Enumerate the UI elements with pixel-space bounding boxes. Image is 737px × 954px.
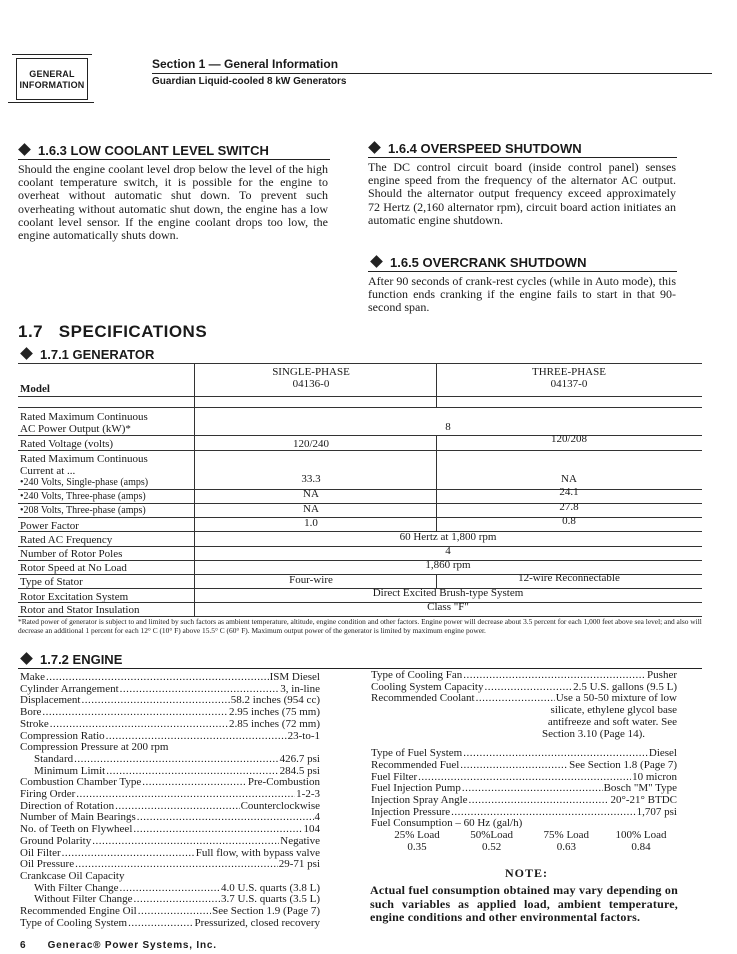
spec-row: Without Filter Change ..... 3.7 U.S. quarts (3.5 L) bbox=[20, 894, 320, 906]
load-50: 50%Load bbox=[470, 829, 514, 842]
spec-row: Standard ..... 426.7 psi bbox=[20, 754, 320, 766]
spec-row-continued: silicate, ethylene glycol base bbox=[550, 704, 677, 717]
spec-row: Cooling System Capacity ..... 2.5 U.S. gallons (9.5 L) bbox=[371, 682, 677, 694]
insulation-value: Class "F" bbox=[427, 601, 469, 613]
engine-specs-right bbox=[371, 670, 677, 854]
table-rule bbox=[18, 450, 702, 451]
spec-row: Type of Cooling System ..... Pressurized, closed recovery bbox=[20, 918, 320, 930]
tab-bottom-rule bbox=[8, 102, 94, 103]
freq-value: 60 Hertz at 1,800 rpm bbox=[399, 531, 497, 543]
overspeed-body: The DC control circuit board (inside control panel) senses engine speed from the frequency of the alternator AC output. Should the alternator output frequency exceed approximately 72 Hertz (2,160 alternator rpm), circuit board action initiates an automatic engine shutdown. bbox=[368, 160, 676, 227]
spec-row: No. of Teeth on Flywheel ..... 104 bbox=[20, 824, 320, 836]
spec-row: Bore ..... 2.95 inches (75 mm) bbox=[20, 707, 320, 719]
load-25: 25% Load bbox=[394, 829, 440, 842]
model-single: 04136-0 bbox=[292, 378, 330, 390]
engine-heading: 1.7.2 ENGINE bbox=[22, 652, 122, 667]
poles-label: Number of Rotor Poles bbox=[20, 548, 123, 560]
row-240-three-three: 24.1 bbox=[559, 486, 579, 498]
fuel-consumption-values bbox=[371, 842, 677, 854]
rated-max-value: 8 bbox=[445, 421, 451, 433]
speed-label: Rotor Speed at No Load bbox=[20, 562, 127, 574]
tab-top-rule bbox=[12, 54, 92, 55]
spec-row: Recommended Coolant ..... Use a 50-50 mixture of low bbox=[371, 693, 677, 705]
specifications-heading: 1.7 SPECIFICATIONS bbox=[18, 322, 208, 341]
generator-heading: 1.7.1 GENERATOR bbox=[22, 347, 154, 362]
row-240-three-label: •240 Volts, Three-phase (amps) bbox=[20, 491, 146, 502]
spec-row: Direction of Rotation ..... Counterclockwise bbox=[20, 801, 320, 813]
row-240-single-label: •240 Volts, Single-phase (amps) bbox=[20, 477, 149, 488]
spec-row: Minimum Limit ..... 284.5 psi bbox=[20, 766, 320, 778]
speed-value: 1,860 rpm bbox=[425, 559, 471, 571]
voltage-single: 120/240 bbox=[292, 438, 330, 450]
current-label: Current at ... bbox=[20, 465, 76, 477]
value-100: 0.84 bbox=[631, 840, 651, 853]
spec-row: Fuel Injection Pump ..... Bosch "M" Type bbox=[371, 783, 677, 795]
diamond-bullet-icon bbox=[20, 652, 33, 665]
stator-single: Four-wire bbox=[289, 574, 333, 586]
diamond-bullet-icon bbox=[18, 143, 31, 156]
heading-rule bbox=[368, 157, 677, 158]
table-rule bbox=[18, 363, 702, 364]
row-208-single: NA bbox=[303, 503, 319, 515]
pf-single: 1.0 bbox=[304, 517, 318, 529]
excitation-label: Rotor Excitation System bbox=[20, 591, 129, 603]
overspeed-heading: 1.6.4 OVERSPEED SHUTDOWN bbox=[370, 141, 582, 156]
overcrank-body: After 90 seconds of crank-rest cycles (while in Auto mode), this function ends cranking if the engine fails to start in that 90-second span. bbox=[368, 274, 676, 315]
spec-row: Injection Spray Angle ..... 20°-21° BTDC bbox=[371, 795, 677, 807]
company-name: Generac® Power Systems, Inc. bbox=[47, 940, 217, 951]
section-subtitle: Guardian Liquid-cooled 8 kW Generators bbox=[152, 76, 347, 87]
spec-row: Ground Polarity ..... Negative bbox=[20, 836, 320, 848]
spec-row: Firing Order ..... 1-2-3 bbox=[20, 789, 320, 801]
table-col-divider bbox=[436, 363, 437, 407]
spec-row-continued: antifreeze and soft water. See bbox=[547, 715, 677, 728]
row-240-single-three: NA bbox=[561, 473, 577, 485]
spec-row: Stroke ..... 2.85 inches (72 mm) bbox=[20, 719, 320, 731]
pf-label: Power Factor bbox=[20, 520, 79, 532]
diamond-bullet-icon bbox=[20, 347, 33, 360]
engine-specs-left bbox=[20, 672, 320, 929]
fuel-consumption-title: Fuel Consumption – 60 Hz (gal/h) bbox=[371, 817, 523, 830]
row-240-single-single: 33.3 bbox=[301, 473, 321, 485]
overcrank-heading: 1.6.5 OVERCRANK SHUTDOWN bbox=[372, 255, 586, 270]
stator-label: Type of Stator bbox=[20, 576, 83, 588]
spec-row: Crankcase Oil Capacity bbox=[20, 869, 125, 882]
spec-row: Make ..... ISM Diesel bbox=[20, 672, 320, 684]
section-title: Section 1 — General Information bbox=[152, 57, 339, 71]
voltage-label: Rated Voltage (volts) bbox=[20, 438, 114, 450]
row-208-label: •208 Volts, Three-phase (amps) bbox=[20, 505, 146, 516]
note-title: NOTE: bbox=[505, 866, 549, 880]
row-240-three-single: NA bbox=[303, 488, 319, 500]
section-title-rule bbox=[152, 73, 712, 74]
current-label: Rated Maximum Continuous bbox=[20, 453, 148, 465]
page-footer bbox=[20, 940, 217, 951]
spec-row-continued: Section 3.10 (Page 14). bbox=[542, 727, 645, 740]
rated-max-label: Rated Maximum Continuous bbox=[20, 411, 148, 423]
page-number: 6 bbox=[20, 940, 27, 951]
table-rule bbox=[18, 396, 702, 397]
spec-row: Compression Pressure at 200 rpm bbox=[20, 741, 169, 754]
value-50: 0.52 bbox=[482, 840, 502, 853]
spec-row: Oil Filter ..... Full flow, with bypass valve bbox=[20, 848, 320, 860]
table-col-divider bbox=[436, 435, 437, 531]
value-75: 0.63 bbox=[556, 840, 576, 853]
spec-row: Cylinder Arrangement ..... 3, in-line bbox=[20, 684, 320, 696]
poles-value: 4 bbox=[445, 545, 451, 557]
spec-row: Combustion Chamber Type ..... Pre-Combustion bbox=[20, 777, 320, 789]
spec-row: Fuel Filter ..... 10 micron bbox=[371, 772, 677, 784]
generator-footnote: *Rated power of generator is subject to and limited by such factors as ambient temperature, altitude, engine condition and other factors. Engine power will decrease about 3.5 percent for each 1,000 feet above sea level; and also will decrease an additional 1 percent for each 12° C (10° F) above 15.5° C (60° F). Maximum output power of the generator is limited by maximum engine power. bbox=[18, 617, 702, 635]
model-label: Model bbox=[20, 383, 50, 395]
heading-rule bbox=[18, 159, 330, 160]
spec-row: Number of Main Bearings ..... 4 bbox=[20, 812, 320, 824]
load-100: 100% Load bbox=[615, 829, 667, 842]
table-col-divider bbox=[194, 363, 195, 616]
rated-max-label: AC Power Output (kW)* bbox=[20, 423, 131, 435]
col-single-phase: SINGLE-PHASE bbox=[272, 366, 350, 378]
insulation-label: Rotor and Stator Insulation bbox=[20, 604, 140, 616]
generator-spec-table bbox=[18, 363, 702, 617]
spec-row: Type of Fuel System ..... Diesel bbox=[371, 748, 677, 760]
table-col-divider bbox=[436, 574, 437, 588]
low-coolant-heading: 1.6.3 LOW COOLANT LEVEL SWITCH bbox=[20, 143, 269, 158]
load-75: 75% Load bbox=[543, 829, 590, 842]
diamond-bullet-icon bbox=[370, 255, 383, 268]
row-208-three: 27.8 bbox=[559, 501, 579, 513]
spec-row: Injection Pressure ..... 1,707 psi bbox=[371, 807, 677, 819]
table-rule bbox=[18, 407, 702, 408]
spec-row: With Filter Change ..... 4.0 U.S. quarts (3.8 L) bbox=[20, 883, 320, 895]
section-tab-label: GENERAL INFORMATION bbox=[19, 69, 85, 90]
col-three-phase: THREE-PHASE bbox=[532, 366, 606, 378]
heading-rule bbox=[368, 271, 677, 272]
freq-label: Rated AC Frequency bbox=[20, 534, 113, 546]
note-body: Actual fuel consumption obtained may vary depending on such variables as applied load, ambient temperature, engine conditions and other environmental factors. bbox=[370, 883, 678, 924]
low-coolant-body: Should the engine coolant level drop below the level of the high coolant temperature switch, it is possible for the engine to overheat without automatic shut down. To prevent such overheating without automatic shut down, the engine has a low coolant level sensor. If the engine coolant drops too low, the engine automatically shuts down. bbox=[18, 162, 328, 243]
stator-three: 12-wire Reconnectable bbox=[518, 572, 620, 584]
spec-row: Type of Cooling Fan ..... Pusher bbox=[371, 670, 677, 682]
voltage-three: 120/208 bbox=[550, 433, 588, 445]
pf-three: 0.8 bbox=[562, 515, 576, 527]
spec-row: Displacement ..... 58.2 inches (954 cc) bbox=[20, 695, 320, 707]
spec-row: Oil Pressure ..... 29-71 psi bbox=[20, 859, 320, 871]
spec-row: Compression Ratio ..... 23-to-1 bbox=[20, 731, 320, 743]
heading-rule bbox=[18, 668, 702, 669]
spec-row: Recommended Fuel ..... See Section 1.8 (Page 7) bbox=[371, 760, 677, 772]
section-tab bbox=[16, 58, 88, 100]
model-three: 04137-0 bbox=[550, 378, 588, 390]
spec-row: Recommended Engine Oil ..... See Section 1.9 (Page 7) bbox=[20, 906, 320, 918]
value-25: 0.35 bbox=[407, 840, 427, 853]
excitation-value: Direct Excited Brush-type System bbox=[372, 587, 524, 599]
diamond-bullet-icon bbox=[368, 141, 381, 154]
